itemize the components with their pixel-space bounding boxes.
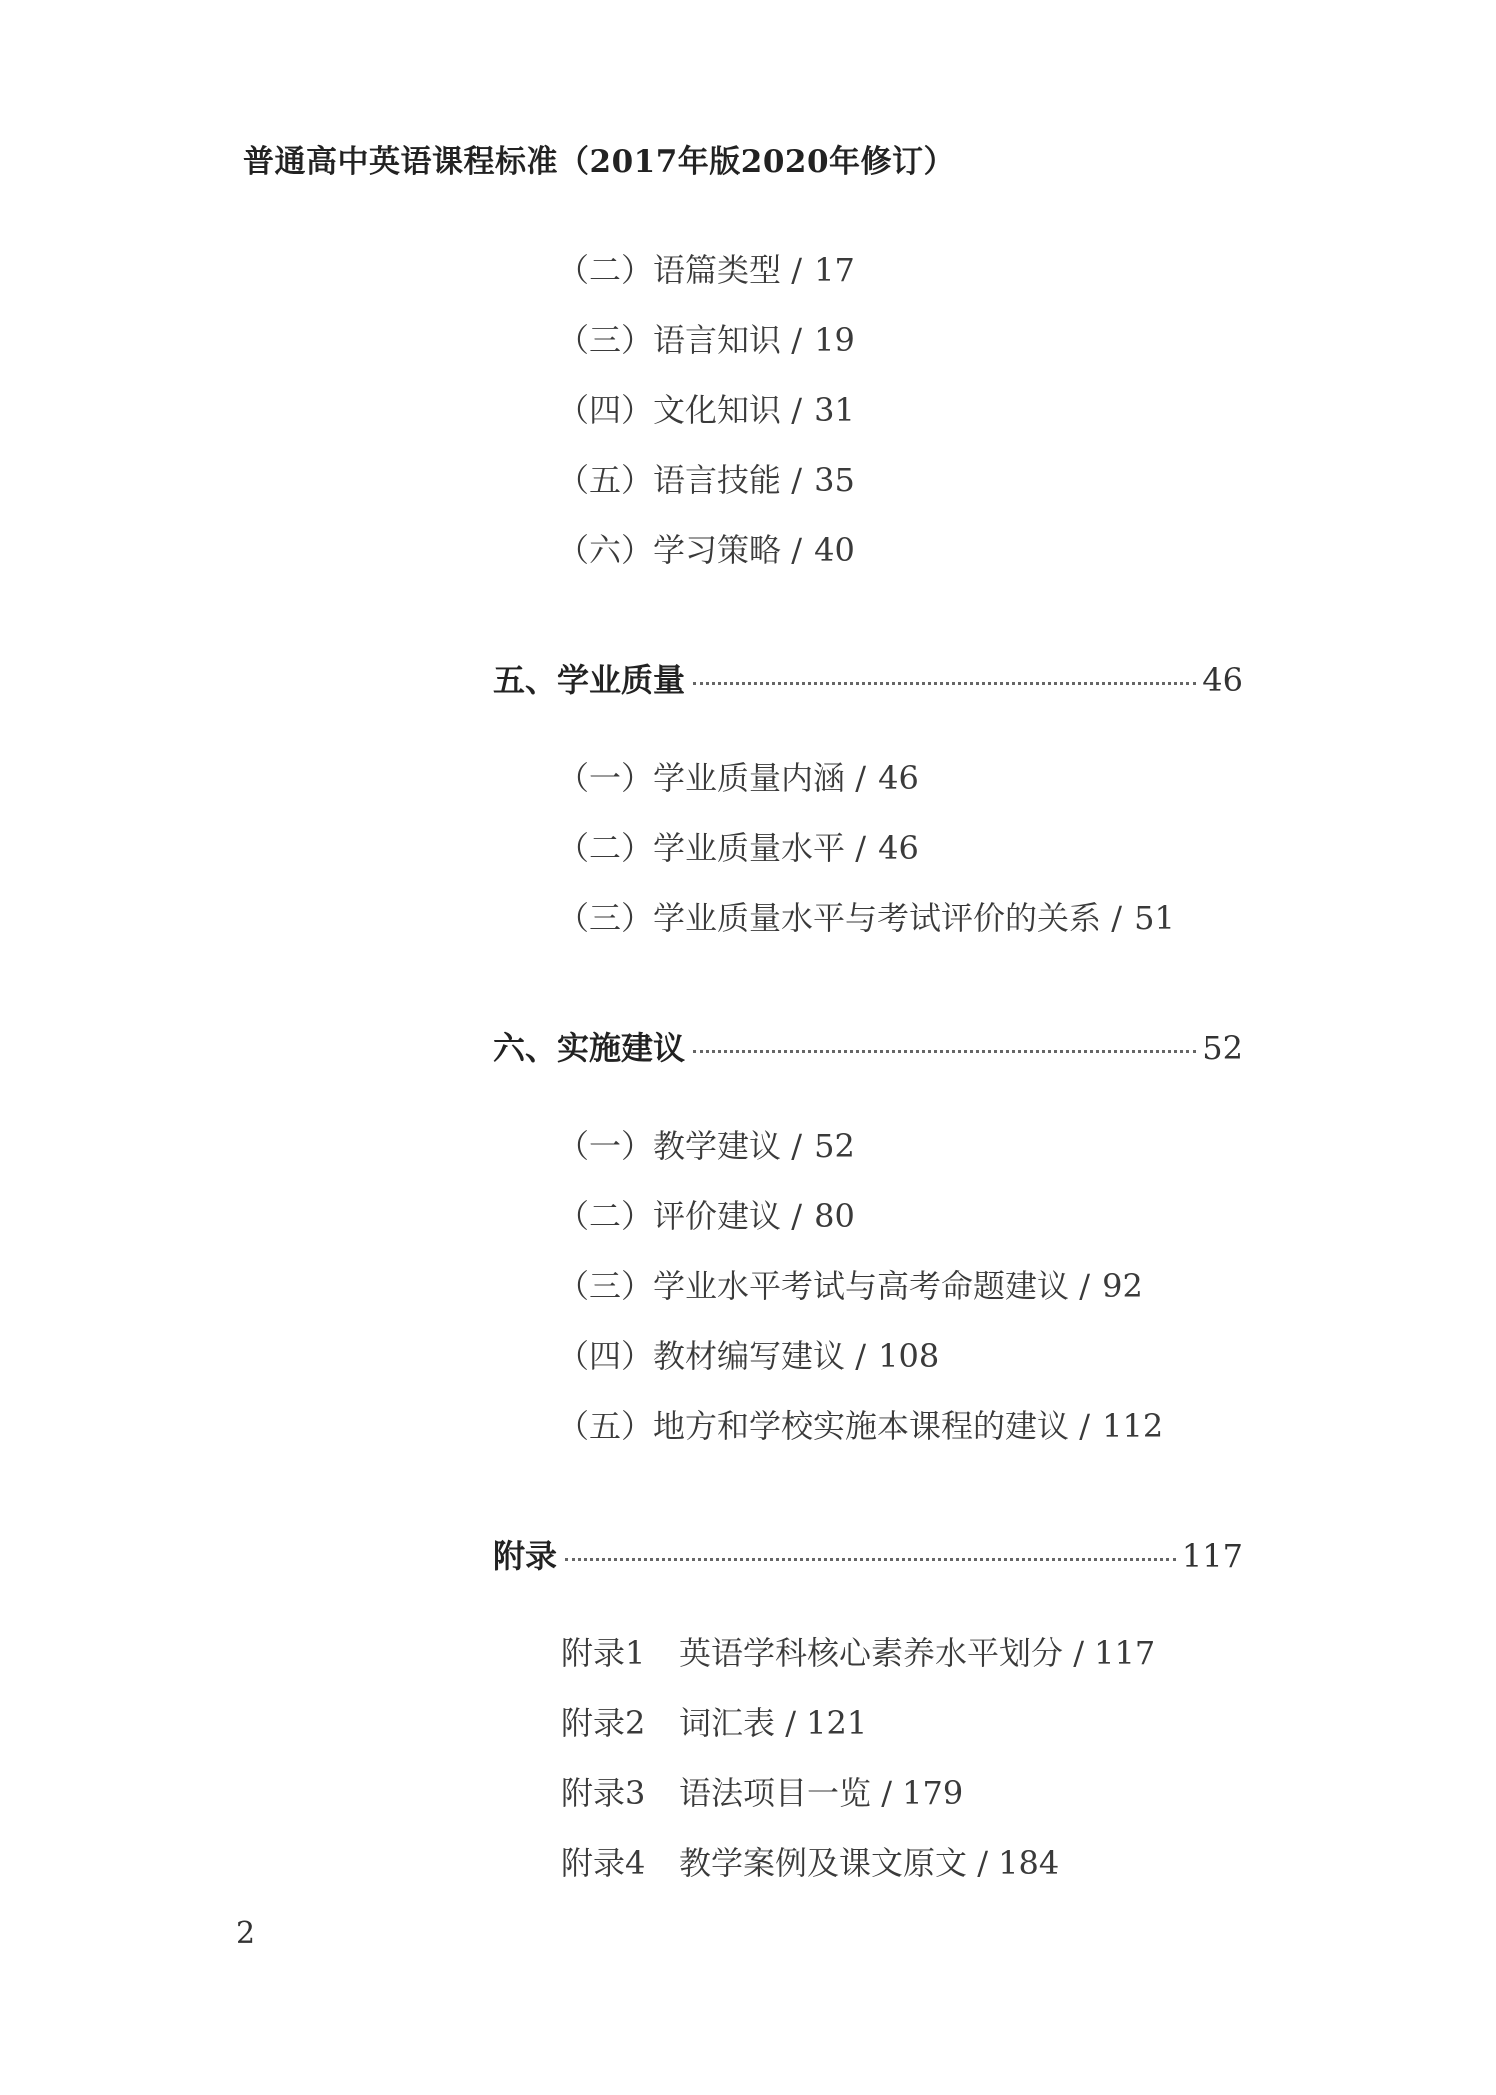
- toc-entry-page: 112: [1102, 1407, 1164, 1445]
- toc-entry-page: 80: [814, 1197, 855, 1235]
- toc-entry-page: 19: [814, 321, 855, 359]
- toc-entry[interactable]: （五）语言技能 / 35: [557, 461, 855, 499]
- toc-entry[interactable]: （五）地方和学校实施本课程的建议 / 112: [557, 1407, 1164, 1445]
- toc-entry[interactable]: （四）文化知识 / 31: [557, 391, 855, 429]
- toc-entry-page: 40: [814, 531, 855, 569]
- section-title: 五、学业质量: [493, 661, 686, 699]
- toc-entry-label: （二）评价建议: [557, 1197, 782, 1235]
- toc-entry[interactable]: （二）学业质量水平 / 46: [557, 829, 919, 867]
- toc-entry-label: （四）文化知识: [557, 391, 782, 429]
- toc-entry-page: 17: [814, 251, 855, 289]
- appendix-label: 附录1: [561, 1634, 646, 1672]
- dot-leader: [693, 1050, 1196, 1053]
- toc-entry-label: （二）语篇类型: [557, 251, 782, 289]
- toc-entry-page: 52: [814, 1127, 855, 1165]
- toc-entry-page: 35: [814, 461, 855, 499]
- toc-entry-label: （五）语言技能: [557, 461, 782, 499]
- toc-entry-page: 31: [814, 391, 855, 429]
- toc-entry[interactable]: （四）教材编写建议 / 108: [557, 1337, 940, 1375]
- toc-entry[interactable]: （三）学业质量水平与考试评价的关系 / 51: [557, 899, 1175, 937]
- dot-leader: [693, 682, 1196, 685]
- toc-entry[interactable]: （六）学习策略 / 40: [557, 531, 855, 569]
- appendix-title: 英语学科核心素养水平划分: [679, 1634, 1064, 1672]
- toc-entry-label: （六）学习策略: [557, 531, 782, 569]
- section-title: 附录: [493, 1537, 558, 1575]
- appendix-label: 附录4: [561, 1844, 646, 1882]
- running-title: 普通高中英语课程标准（2017年版2020年修订）: [243, 144, 956, 180]
- toc-entry[interactable]: （二）评价建议 / 80: [557, 1197, 855, 1235]
- toc-entry-label: （一）学业质量内涵: [557, 759, 846, 797]
- toc-entry-label: （二）学业质量水平: [557, 829, 846, 867]
- toc-entry[interactable]: （三）语言知识 / 19: [557, 321, 855, 359]
- toc-appendix-entry[interactable]: 附录3 语法项目一览 / 179: [561, 1768, 963, 1814]
- page-number: 2: [236, 1916, 256, 1951]
- toc-entry[interactable]: （一）教学建议 / 52: [557, 1127, 855, 1165]
- toc-appendix-entry[interactable]: 附录1 英语学科核心素养水平划分 / 117: [561, 1628, 1155, 1674]
- toc-entry-page: 51: [1134, 899, 1175, 937]
- toc-entry-page: 108: [878, 1337, 940, 1375]
- toc-appendix-entry[interactable]: 附录4 教学案例及课文原文 / 184: [561, 1838, 1059, 1884]
- dot-leader: [565, 1558, 1176, 1561]
- appendix-page: 184: [998, 1844, 1060, 1882]
- toc-entry[interactable]: （二）语篇类型 / 17: [557, 251, 855, 289]
- toc-section-5[interactable]: [493, 655, 1243, 699]
- section-page: 52: [1202, 1029, 1243, 1067]
- section-title: 六、实施建议: [493, 1029, 686, 1067]
- toc-entry-label: （三）学业质量水平与考试评价的关系: [557, 899, 1102, 937]
- toc-entry-label: （四）教材编写建议: [557, 1337, 846, 1375]
- appendix-page: 121: [806, 1704, 868, 1742]
- toc-entry-page: 92: [1102, 1267, 1143, 1305]
- toc-entry[interactable]: （一）学业质量内涵 / 46: [557, 759, 919, 797]
- toc-entry-page: 46: [878, 829, 919, 867]
- toc-section-6[interactable]: [493, 1023, 1243, 1067]
- appendix-title: 词汇表: [679, 1704, 776, 1742]
- appendix-page: 117: [1094, 1634, 1156, 1672]
- toc-entry[interactable]: （三）学业水平考试与高考命题建议 / 92: [557, 1267, 1143, 1305]
- appendix-page: 179: [902, 1774, 964, 1812]
- toc-section-appendix[interactable]: [493, 1531, 1243, 1575]
- section-page: 117: [1181, 1537, 1243, 1575]
- toc-entry-label: （三）学业水平考试与高考命题建议: [557, 1267, 1070, 1305]
- toc-entry-label: （五）地方和学校实施本课程的建议: [557, 1407, 1070, 1445]
- appendix-title: 语法项目一览: [679, 1774, 872, 1812]
- appendix-label: 附录2: [561, 1704, 646, 1742]
- toc-appendix-entry[interactable]: 附录2 词汇表 / 121: [561, 1698, 867, 1744]
- appendix-title: 教学案例及课文原文: [679, 1844, 968, 1882]
- section-page: 46: [1202, 661, 1243, 699]
- toc-entry-label: （一）教学建议: [557, 1127, 782, 1165]
- toc-entry-page: 46: [878, 759, 919, 797]
- appendix-label: 附录3: [561, 1774, 646, 1812]
- toc-entry-label: （三）语言知识: [557, 321, 782, 359]
